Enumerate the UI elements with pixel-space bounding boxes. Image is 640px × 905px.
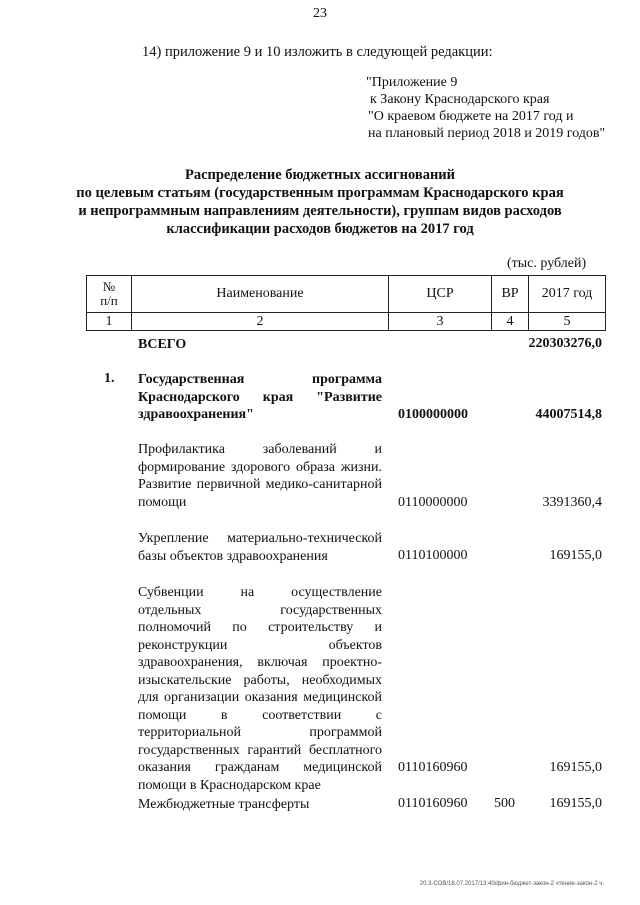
- index-cell: 3: [389, 313, 492, 331]
- index-cell: 2: [132, 313, 389, 331]
- appendix-line: на плановый период 2018 и 2019 годов": [368, 126, 606, 141]
- header-cell-number: [87, 276, 132, 313]
- index-cell: 4: [492, 313, 529, 331]
- row-csr: 0100000000: [398, 407, 468, 422]
- total-value: 220303276,0: [528, 336, 602, 351]
- row-value: 44007514,8: [535, 407, 602, 422]
- index-cell: 1: [87, 313, 132, 331]
- row-number: 1.: [104, 371, 115, 386]
- appendix-reference: [366, 74, 605, 142]
- page-number: 23: [313, 6, 327, 21]
- header-pp: п/п: [100, 293, 118, 308]
- appendix-line: "Приложение 9: [366, 75, 458, 90]
- appendix-line: "О краевом бюджете на 2017 год и: [368, 109, 574, 124]
- row-vr: 500: [494, 796, 515, 811]
- index-cell: 5: [529, 313, 606, 331]
- row-name: Государственная программа Краснодарского края "Развитие здравоохранения": [138, 372, 382, 422]
- header-cell-vr: ВР: [492, 276, 529, 313]
- units-label: (тыс. рублей): [507, 256, 587, 271]
- row-value: 3391360,4: [542, 495, 602, 510]
- row-value: 169155,0: [549, 548, 602, 563]
- row-name: Профилактика заболеваний и формирование здорового образа жизни. Развитие первичной медико-санитарной помощи: [138, 442, 382, 510]
- table-header: [86, 275, 606, 331]
- row-csr: 0110160960: [398, 796, 468, 811]
- header-no: №: [102, 279, 116, 294]
- footer-stamp: 20.3-СОВ/18.07.2017/13:40/фин-бюджет-закон-2 чтение-закон-2 ч.: [419, 881, 604, 887]
- total-label: ВСЕГО: [138, 337, 187, 352]
- title-line: по целевым статьям (государственным программам Краснодарского края: [76, 185, 564, 201]
- row-csr: 0110160960: [398, 760, 468, 775]
- row-name: Субвенции на осуществление отдельных государственных полномочий по строительству и реконструкции объектов здравоохранения, включая проектно-изыскательские работы, необходимых для организации оказания медицинской помощи в соответствии с территориальной программой государственных гарантий бесплатного оказания гражданам медицинской помощи в Краснодарском крае: [138, 585, 382, 793]
- title-line: Распределение бюджетных ассигнований: [184, 167, 456, 183]
- row-csr: 0110100000: [398, 548, 468, 563]
- row-name: Укрепление материально-технической базы объектов здравоохранения: [138, 531, 382, 564]
- row-value: 169155,0: [549, 760, 602, 775]
- intro-text: 14) приложение 9 и 10 изложить в следующей редакции:: [142, 44, 493, 60]
- document-title: [70, 166, 570, 238]
- row-value: 169155,0: [549, 796, 602, 811]
- header-cell-csr: ЦСР: [389, 276, 492, 313]
- header-cell-year: 2017 год: [529, 276, 606, 313]
- header-cell-name: Наименование: [132, 276, 389, 313]
- row-csr: 0110000000: [398, 495, 468, 510]
- title-line: и непрограммным направлениям деятельности), группам видов расходов: [78, 203, 562, 219]
- title-line: классификации расходов бюджетов на 2017 год: [166, 221, 474, 237]
- appendix-line: к Закону Краснодарского края: [370, 92, 550, 107]
- row-name: Межбюджетные трансферты: [138, 797, 310, 812]
